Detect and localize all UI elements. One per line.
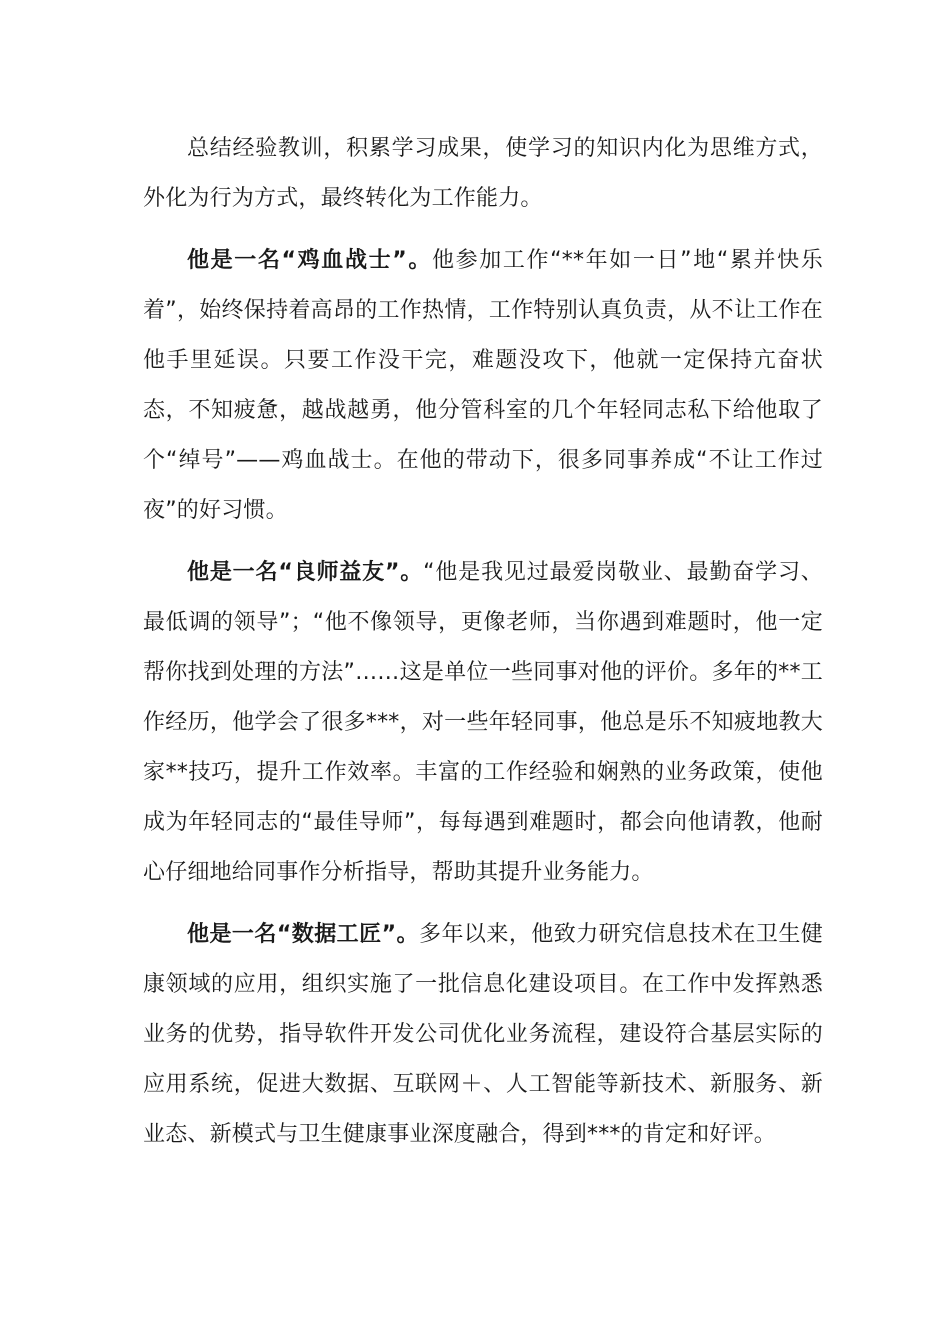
- paragraph-body: 他参加工作“**年如一日”地“累并快乐着”，始终保持着高昂的工作热情，工作特别认真负责，从不让工作在他手里延误。只要工作没干完，难题没攻下，他就一定保持亢奋状态，不知疲惫，越战越勇，他分管科室的几个年轻同志私下给他取了个“绰号”——鸡血战士。在他的带动下，很多同事养成“不让工作过夜”的好习惯。: [143, 248, 823, 523]
- paragraph-lead: 他是一名“良师益友”。: [187, 560, 424, 585]
- paragraph-body: 多年以来，他致力研究信息技术在卫生健康领域的应用，组织实施了一批信息化建设项目。在工作中发挥熟悉业务的优势，指导软件开发公司优化业务流程，建设符合基层实际的应用系统，促进大数据、互联网＋、人工智能等新技术、新服务、新业态、新模式与卫生健康事业深度融合，得到***的肯定和好评。: [143, 922, 823, 1147]
- paragraph-lead: 他是一名“鸡血战士”。: [187, 248, 432, 273]
- paragraph-lead: 他是一名“数据工匠”。: [187, 922, 419, 947]
- paragraph-mentor-friend: [143, 548, 823, 898]
- paragraph-chicken-blood-warrior: [143, 236, 823, 536]
- paragraph-data-craftsman: [143, 910, 823, 1160]
- paragraph-summary: [143, 124, 823, 224]
- paragraph-body: “他是我见过最爱岗敬业、最勤奋学习、最低调的领导”；“他不像领导，更像老师，当你遇到难题时，他一定帮你找到处理的方法”……这是单位一些同事对他的评价。多年的**工作经历，他学会了很多***，对一些年轻同事，他总是乐不知疲地教大家**技巧，提升工作效率。丰富的工作经验和娴熟的业务政策，使他成为年轻同志的“最佳导师”，每每遇到难题时，都会向他请教，他耐心仔细地给同事作分析指导，帮助其提升业务能力。: [143, 560, 824, 885]
- document-page: [143, 124, 823, 1172]
- paragraph-body: 总结经验教训，积累学习成果，使学习的知识内化为思维方式，外化为行为方式，最终转化为工作能力。: [143, 136, 823, 211]
